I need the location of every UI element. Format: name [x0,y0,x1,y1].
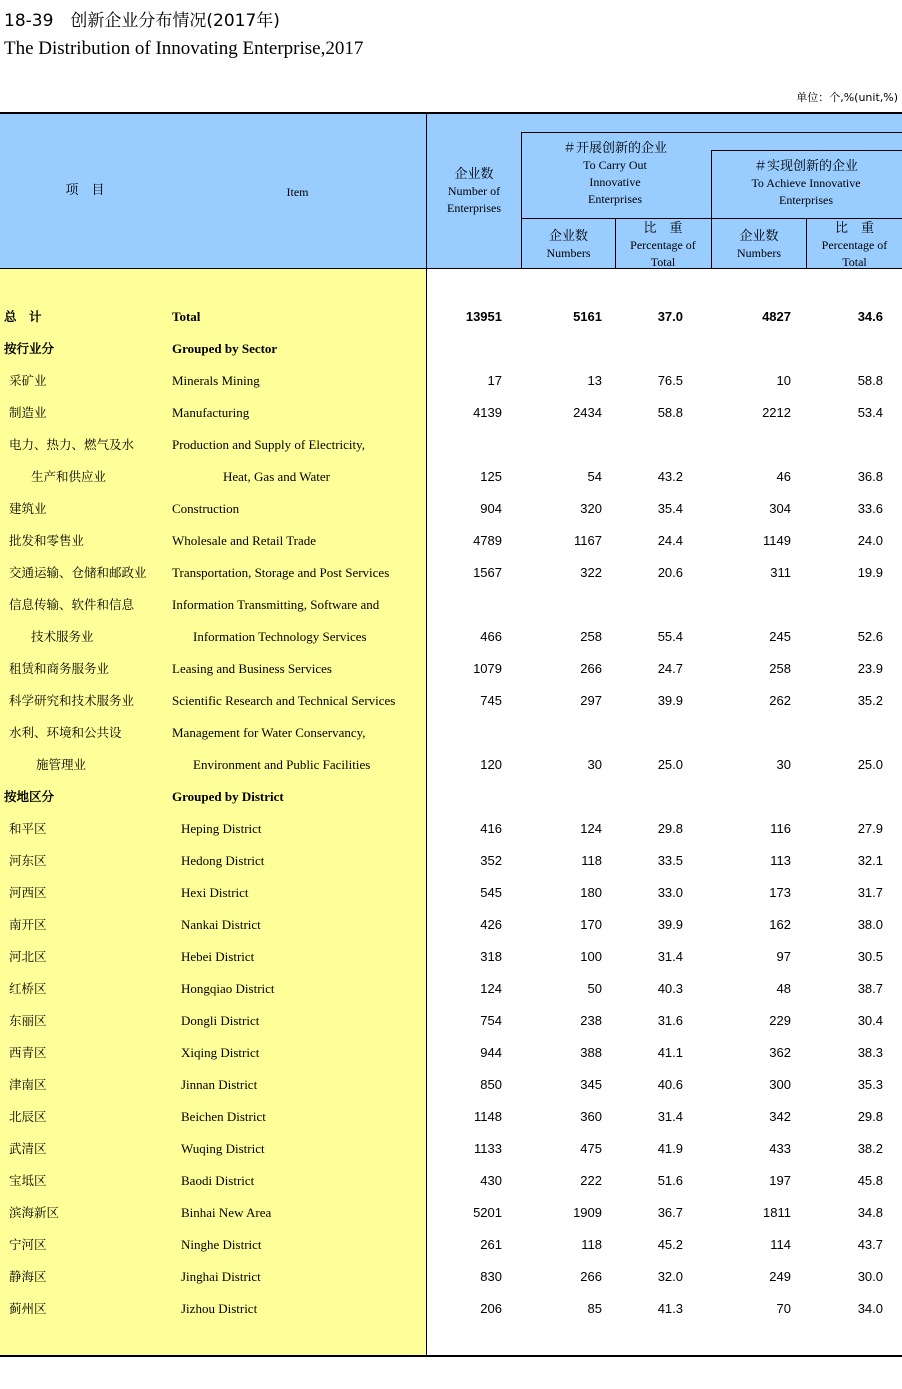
table-row [0,717,902,749]
row-value: 114 [770,1237,791,1252]
row-value: 124 [480,981,502,996]
row-value: 362 [769,1045,791,1060]
row-label-cn: 施管理业 [36,757,87,772]
row-value: 38.2 [857,1141,883,1156]
table-row [0,557,902,589]
row-value: 45.8 [857,1173,883,1188]
header-item-cn: 项 目 [65,183,105,198]
row-label-en: Transportation, Storage and Post Services [172,565,390,580]
row-value: 1133 [474,1141,502,1156]
row-value: 4139 [473,405,502,420]
row-label-cn: 河东区 [9,853,47,868]
row-value: 100 [580,949,602,964]
table-row [0,1261,902,1293]
row-value: 58.8 [857,373,883,388]
row-value: 1167 [574,533,602,548]
row-value: 33.6 [857,501,883,516]
row-value: 258 [769,661,791,676]
row-label-cn: 采矿业 [9,373,47,388]
row-label-cn: 红桥区 [9,981,47,996]
row-label-en: Jizhou District [181,1301,258,1316]
row-value: 311 [770,565,791,580]
row-label-en: Hongqiao District [181,981,275,996]
row-label-cn: 津南区 [9,1077,47,1092]
row-value: 13 [587,373,602,388]
row-value: 1148 [474,1109,502,1124]
table-row [0,1101,902,1133]
row-value: 118 [581,1237,602,1252]
row-value: 30.5 [857,949,883,964]
row-label-en: Nankai District [181,917,261,932]
table-row [0,877,902,909]
row-value: 266 [580,661,602,676]
row-label-en: Information Transmitting, Software and [172,597,380,612]
table-row [0,461,902,493]
row-label-cn: 北辰区 [9,1109,47,1124]
row-value: 38.0 [857,917,883,932]
row-label-cn: 静海区 [9,1269,47,1284]
row-value: 31.4 [657,1109,683,1124]
row-value: 29.8 [657,821,683,836]
row-value: 58.8 [657,405,683,420]
row-value: 206 [480,1301,502,1316]
row-value: 173 [769,885,791,900]
row-label-cn: 技术服务业 [31,629,94,644]
row-value: 19.9 [857,565,883,580]
row-value: 36.7 [657,1205,683,1220]
row-value: 17 [487,373,502,388]
row-value: 2434 [573,405,602,420]
row-value: 43.2 [657,469,683,484]
row-value: 197 [769,1173,791,1188]
row-label-en: Grouped by District [172,789,284,804]
row-value: 300 [769,1077,791,1092]
row-label-en: Wuqing District [181,1141,265,1156]
row-value: 10 [776,373,791,388]
header-pct-1: 比 重 Percentage of Total [630,221,696,269]
row-label-cn: 按地区分 [4,789,55,804]
row-value: 320 [580,501,602,516]
row-value: 37.0 [657,309,683,324]
row-label-en: Management for Water Conservancy, [172,725,366,740]
row-value: 50 [587,981,602,996]
row-label-cn: 制造业 [9,405,47,420]
row-value: 33.5 [657,853,683,868]
row-value: 125 [480,469,502,484]
row-label-cn: 河西区 [9,885,47,900]
row-label-cn: 宝坻区 [9,1173,47,1188]
row-value: 345 [580,1077,602,1092]
row-value: 1909 [573,1205,602,1220]
row-label-cn: 建筑业 [9,501,47,516]
row-value: 904 [480,501,502,516]
row-value: 24.4 [657,533,683,548]
row-value: 31.7 [857,885,883,900]
row-value: 34.0 [857,1301,883,1316]
table-row [0,685,902,717]
row-value: 1079 [473,661,502,676]
row-label-en: Hexi District [181,885,249,900]
header-carry-out: ＃开展创新的企业 To Carry Out Innovative Enterprises [562,141,667,206]
row-label-cn: 宁河区 [9,1237,47,1252]
row-value: 13951 [465,309,502,324]
row-value: 41.1 [657,1045,683,1060]
row-value: 30.4 [857,1013,883,1028]
table-row [0,1005,902,1037]
row-label-cn: 批发和零售业 [9,533,85,548]
row-label-en: Minerals Mining [172,373,260,388]
row-value: 430 [480,1173,502,1188]
row-value: 545 [480,885,502,900]
row-value: 416 [480,821,502,836]
row-value: 39.9 [657,917,683,932]
row-value: 118 [581,853,602,868]
row-value: 475 [580,1141,602,1156]
row-label-en: Total [172,309,201,324]
header-pct-2: 比 重 Percentage of Total [821,221,888,269]
table-row [0,813,902,845]
row-value: 2212 [762,405,791,420]
row-value: 27.9 [857,821,883,836]
row-value: 31.4 [657,949,683,964]
row-label-en: Beichen District [181,1109,266,1124]
row-value: 32.1 [857,853,883,868]
header-achieve: ＃实现创新的企业 To Achieve Innovative Enterprises [751,159,861,207]
table-row [0,1229,902,1261]
row-label-en: Jinghai District [181,1269,261,1284]
row-value: 35.4 [657,501,683,516]
row-label-cn: 科学研究和技术服务业 [9,693,135,708]
table-row [0,1293,902,1325]
table-row [0,653,902,685]
table-header [0,114,902,269]
row-value: 97 [776,949,791,964]
row-value: 43.7 [857,1237,883,1252]
row-value: 944 [480,1045,502,1060]
header-item-en: Item [286,185,309,199]
page-title-en: The Distribution of Innovating Enterprise,2017 [4,38,364,59]
row-value: 24.7 [657,661,683,676]
row-value: 55.4 [657,629,683,644]
row-label-cn: 河北区 [9,949,47,964]
row-value: 360 [580,1109,602,1124]
row-label-en: Information Technology Services [193,629,367,644]
row-label-en: Grouped by Sector [172,341,278,356]
row-value: 40.3 [657,981,683,996]
row-value: 25.0 [857,757,883,772]
unit-label: 单位：个,%(unit,%) [796,91,898,104]
row-value: 24.0 [857,533,883,548]
row-value: 39.9 [657,693,683,708]
header-numbers-1: 企业数 Numbers [546,229,591,260]
row-value: 51.6 [657,1173,683,1188]
table-row [0,781,902,813]
table-row [0,845,902,877]
table-row [0,621,902,653]
row-value: 426 [480,917,502,932]
row-value: 54 [587,469,602,484]
row-value: 229 [769,1013,791,1028]
row-value: 30.0 [857,1269,883,1284]
row-label-en: Ninghe District [181,1237,262,1252]
table-row [0,941,902,973]
row-value: 124 [580,821,602,836]
row-label-cn: 电力、热力、燃气及水 [9,437,135,452]
row-value: 261 [480,1237,502,1252]
row-label-en: Construction [172,501,240,516]
row-value: 4827 [762,309,791,324]
row-value: 38.7 [857,981,883,996]
table-row [0,365,902,397]
row-value: 33.0 [657,885,683,900]
row-label-cn: 总 计 [4,309,42,324]
row-value: 245 [769,629,791,644]
table-row [0,429,902,461]
row-value: 36.8 [857,469,883,484]
row-value: 238 [580,1013,602,1028]
row-value: 322 [580,565,602,580]
row-value: 20.6 [657,565,683,580]
row-label-en: Manufacturing [172,405,250,420]
table-row [0,1197,902,1229]
row-value: 32.0 [657,1269,683,1284]
row-value: 162 [769,917,791,932]
table-row [0,1165,902,1197]
row-label-cn: 蓟州区 [9,1301,47,1316]
row-value: 116 [770,821,791,836]
row-value: 249 [769,1269,791,1284]
row-label-cn: 和平区 [9,821,47,836]
data-table [0,112,902,1357]
row-value: 46 [776,469,791,484]
row-label-en: Hedong District [181,853,265,868]
row-value: 34.8 [857,1205,883,1220]
table-row [0,589,902,621]
table-row [0,1133,902,1165]
row-label-cn: 按行业分 [4,341,55,356]
table-row [0,397,902,429]
row-label-cn: 武清区 [9,1141,47,1156]
row-value: 41.9 [657,1141,683,1156]
row-value: 5201 [473,1205,502,1220]
row-value: 342 [769,1109,791,1124]
row-value: 30 [587,757,602,772]
row-value: 120 [480,757,502,772]
row-value: 40.6 [657,1077,683,1092]
row-value: 85 [587,1301,602,1316]
table-row [0,749,902,781]
row-label-en: Baodi District [181,1173,255,1188]
row-label-en: Heat, Gas and Water [223,469,331,484]
row-value: 34.6 [857,309,883,324]
row-value: 53.4 [857,405,883,420]
row-label-en: Leasing and Business Services [172,661,332,676]
row-value: 35.3 [857,1077,883,1092]
row-value: 41.3 [657,1301,683,1316]
row-value: 48 [776,981,791,996]
row-value: 52.6 [857,629,883,644]
table-row [0,333,902,365]
row-label-en: Binhai New Area [181,1205,272,1220]
table-row [0,1037,902,1069]
row-label-en: Production and Supply of Electricity, [172,437,366,452]
row-value: 754 [480,1013,502,1028]
row-value: 1567 [473,565,502,580]
row-value: 1811 [763,1205,791,1220]
row-value: 76.5 [657,373,683,388]
row-label-en: Jinnan District [181,1077,258,1092]
row-value: 388 [580,1045,602,1060]
table-row [0,973,902,1005]
page-title-cn: 18-39 创新企业分布情况(2017年) [4,11,280,31]
row-label-en: Dongli District [181,1013,260,1028]
table-row [0,493,902,525]
row-label-cn: 生产和供应业 [31,469,107,484]
row-value: 70 [776,1301,791,1316]
row-value: 29.8 [857,1109,883,1124]
row-value: 262 [769,693,791,708]
row-label-cn: 交通运输、仓储和邮政业 [9,565,147,580]
row-label-cn: 东丽区 [9,1013,47,1028]
row-label-cn: 信息传输、软件和信息 [9,597,135,612]
row-value: 31.6 [657,1013,683,1028]
row-value: 258 [580,629,602,644]
row-value: 23.9 [857,661,883,676]
row-value: 466 [480,629,502,644]
row-label-en: Wholesale and Retail Trade [172,533,317,548]
row-value: 35.2 [857,693,883,708]
row-value: 25.0 [657,757,683,772]
header-enterprises: 企业数 Number of Enterprises [447,167,501,215]
table-row [0,909,902,941]
table-row [0,525,902,557]
row-value: 433 [769,1141,791,1156]
row-value: 5161 [573,309,602,324]
row-value: 850 [480,1077,502,1092]
row-label-en: Hebei District [181,949,255,964]
row-value: 1149 [763,533,791,548]
row-value: 222 [580,1173,602,1188]
row-label-cn: 租赁和商务服务业 [9,661,110,676]
row-value: 30 [776,757,791,772]
row-value: 45.2 [657,1237,683,1252]
row-label-en: Scientific Research and Technical Services [172,693,396,708]
table-row [0,301,902,333]
row-label-cn: 南开区 [9,917,47,932]
row-value: 745 [480,693,502,708]
row-label-cn: 滨海新区 [9,1205,60,1220]
row-label-en: Xiqing District [181,1045,260,1060]
table-row [0,1069,902,1101]
row-label-cn: 水利、环境和公共设 [9,725,122,740]
row-value: 170 [580,917,602,932]
row-value: 113 [770,853,791,868]
row-value: 352 [480,853,502,868]
row-label-cn: 西青区 [9,1045,47,1060]
row-value: 180 [580,885,602,900]
row-value: 830 [480,1269,502,1284]
row-value: 4789 [473,533,502,548]
row-value: 266 [580,1269,602,1284]
row-value: 38.3 [857,1045,883,1060]
row-value: 304 [769,501,791,516]
row-label-en: Heping District [181,821,262,836]
row-label-en: Environment and Public Facilities [193,757,371,772]
header-numbers-2: 企业数 Numbers [737,229,781,260]
row-value: 318 [480,949,502,964]
row-value: 297 [580,693,602,708]
